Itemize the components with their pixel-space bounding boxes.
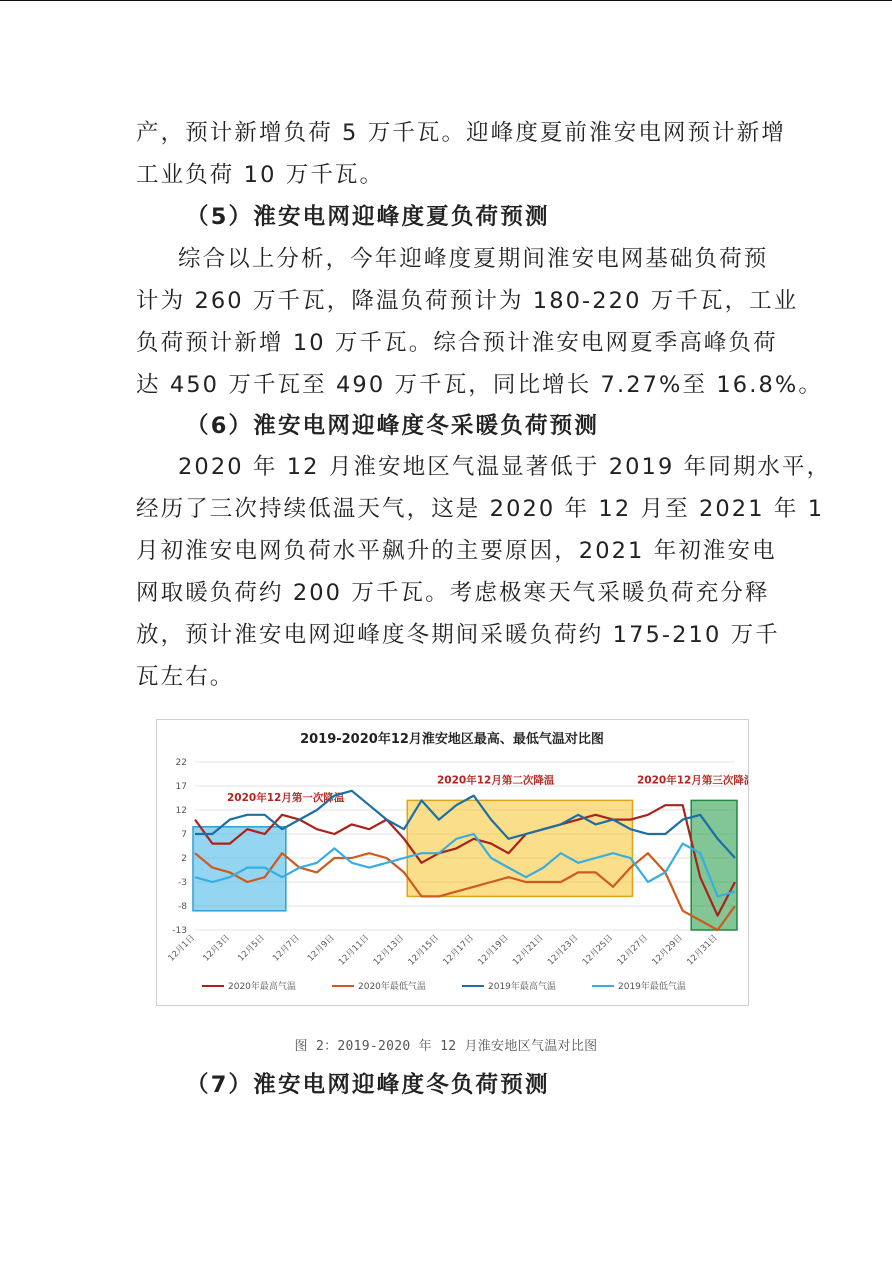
x-tick-label: 12月7日 bbox=[271, 933, 302, 964]
x-tick-label: 12月5日 bbox=[236, 933, 267, 964]
x-tick-label: 12月15日 bbox=[406, 933, 441, 968]
x-tick-label: 12月19日 bbox=[476, 933, 511, 968]
temperature-chart bbox=[156, 719, 749, 1006]
y-tick-label: 7 bbox=[181, 830, 187, 840]
x-tick-label: 12月3日 bbox=[201, 933, 232, 964]
paragraph-2 bbox=[136, 238, 823, 406]
y-tick-label: -3 bbox=[178, 878, 187, 888]
cooling-region-label: 2020年12月第二次降温 bbox=[437, 774, 555, 787]
x-tick-label: 12月31日 bbox=[685, 933, 720, 968]
section-heading-6: （6）淮安电网迎峰度冬采暖负荷预测 bbox=[186, 413, 600, 439]
paragraph-line: 月初淮安电网负荷水平飙升的主要原因，2021 年初淮安电 bbox=[136, 538, 777, 564]
x-tick-label: 12月9日 bbox=[305, 933, 337, 964]
section-heading-7: （7）淮安电网迎峰度冬负荷预测 bbox=[186, 1072, 550, 1098]
paragraph-1 bbox=[136, 112, 786, 196]
x-tick-label: 12月1日 bbox=[166, 933, 198, 964]
cooling-region-label: 2020年12月第一次降温 bbox=[227, 792, 345, 805]
legend-label: 2019年最低气温 bbox=[618, 982, 686, 992]
x-tick-label: 12月17日 bbox=[441, 933, 476, 968]
paragraph-3 bbox=[136, 446, 832, 698]
cooling-region-label: 2020年12月第三次降温 bbox=[637, 774, 748, 787]
chart-title: 2019-2020年12月淮安地区最高、最低气温对比图 bbox=[300, 732, 604, 747]
paragraph-line: 网取暖负荷约 200 万千瓦。考虑极寒天气采暖负荷充分释 bbox=[136, 580, 770, 606]
paragraph-line: 产，预计新增负荷 5 万千瓦。迎峰度夏前淮安电网预计新增 bbox=[136, 120, 786, 146]
paragraph-line: 综合以上分析，今年迎峰度夏期间淮安电网基础负荷预 bbox=[178, 246, 769, 272]
figure-caption: 图 2：2019-2020 年 12 月淮安地区气温对比图 bbox=[294, 1039, 598, 1054]
paragraph-line: 经历了三次持续低温天气，这是 2020 年 12 月至 2021 年 1 bbox=[136, 496, 825, 522]
x-tick-label: 12月23日 bbox=[545, 933, 581, 968]
paragraph-line: 负荷预计新增 10 万千瓦。综合预计淮安电网夏季高峰负荷 bbox=[136, 330, 778, 356]
y-tick-label: 17 bbox=[175, 782, 187, 792]
legend-label: 2019年最高气温 bbox=[488, 982, 556, 992]
section-heading-5: （5）淮安电网迎峰度夏负荷预测 bbox=[186, 204, 550, 230]
paragraph-line: 2020 年 12 月淮安地区气温显著低于 2019 年同期水平， bbox=[178, 454, 832, 480]
paragraph-line: 计为 260 万千瓦，降温负荷预计为 180-220 万千瓦，工业 bbox=[136, 288, 799, 314]
page-top-border bbox=[0, 0, 892, 1]
y-tick-label: 2 bbox=[181, 854, 187, 864]
paragraph-line: 瓦左右。 bbox=[136, 664, 235, 690]
x-tick-label: 12月29日 bbox=[650, 933, 685, 968]
y-tick-label: -8 bbox=[178, 902, 187, 912]
x-tick-label: 12月25日 bbox=[580, 933, 616, 968]
y-tick-label: 12 bbox=[175, 806, 187, 816]
paragraph-line: 工业负荷 10 万千瓦。 bbox=[136, 162, 385, 188]
paragraph-line: 达 450 万千瓦至 490 万千瓦，同比增长 7.27%至 16.8%。 bbox=[136, 372, 823, 398]
legend-label: 2020年最低气温 bbox=[358, 982, 426, 992]
x-tick-label: 12月11日 bbox=[336, 933, 372, 968]
y-tick-label: -13 bbox=[172, 926, 187, 936]
paragraph-line: 放，预计淮安电网迎峰度冬期间采暖负荷约 175-210 万千 bbox=[136, 622, 780, 648]
temperature-chart-svg bbox=[157, 720, 748, 1005]
y-tick-label: 22 bbox=[175, 758, 187, 768]
x-tick-label: 12月21日 bbox=[511, 933, 546, 968]
x-tick-label: 12月13日 bbox=[371, 933, 407, 968]
x-tick-label: 12月27日 bbox=[615, 933, 651, 968]
legend-label: 2020年最高气温 bbox=[228, 982, 296, 992]
